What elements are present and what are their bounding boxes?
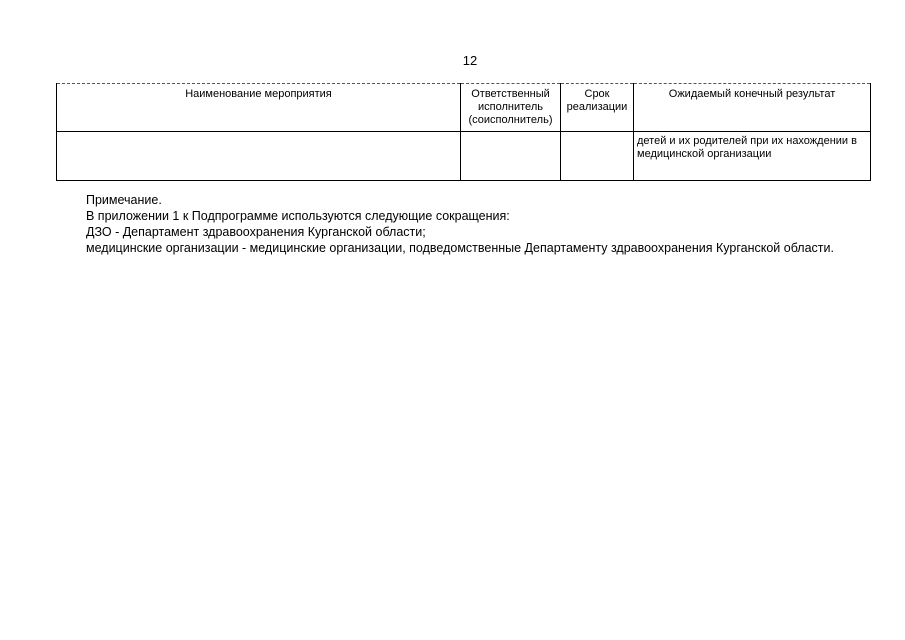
header-executor-line-1: Ответственный (471, 88, 550, 100)
note-block (86, 192, 901, 256)
note-title: Примечание. (86, 193, 162, 207)
header-executor-line-3: (соисполнитель) (468, 114, 553, 126)
page-number: 12 (462, 53, 478, 68)
cell-expected-result: детей и их родителей при их нахождении в медицинской организации (634, 132, 871, 181)
cell-activity-name (57, 132, 461, 181)
table-row (57, 132, 871, 181)
note-line: медицинские организации - медицинские организации, подведомственные Департаменту здравоохранения Курганской области. (86, 241, 834, 255)
header-implementation-term (561, 84, 634, 132)
note-line: В приложении 1 к Подпрограмме используются следующие сокращения: (86, 209, 510, 223)
header-responsible-executor (461, 84, 561, 132)
header-expected-result: Ожидаемый конечный результат (634, 84, 871, 132)
activities-table (56, 83, 871, 181)
header-executor-line-2: исполнитель (478, 101, 543, 113)
cell-term (561, 132, 634, 181)
note-line: ДЗО - Департамент здравоохранения Курганской области; (86, 225, 426, 239)
table-header-row (57, 84, 871, 132)
header-term-line-2: реализации (566, 101, 628, 113)
cell-executor (461, 132, 561, 181)
header-activity-name: Наименование мероприятия (57, 84, 461, 132)
header-term-line-1: Срок (584, 88, 610, 100)
